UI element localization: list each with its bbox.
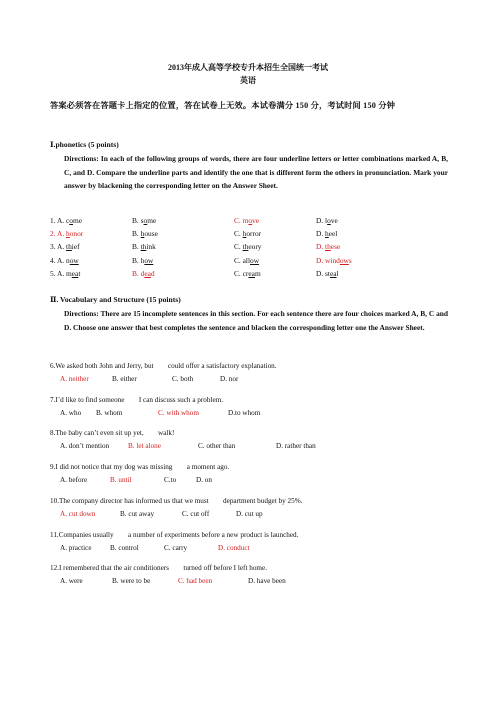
underlined-letters: o xyxy=(143,216,148,225)
phonetics-option: B. think xyxy=(132,242,156,252)
section2-heading: Ⅱ. Vocabulary and Structure (15 points) xyxy=(50,295,181,304)
phonetics-option: D. these xyxy=(316,242,341,252)
answer-option: D. conduct xyxy=(218,543,250,552)
phonetics-option: 4. A. now xyxy=(50,255,79,265)
answer-option: C. with whom xyxy=(158,408,199,417)
question-text: 10.The company director has informed us that we must department budget by 25%. xyxy=(50,496,303,505)
phonetics-option: 2. A. honor xyxy=(50,229,84,239)
answer-choices xyxy=(50,577,470,588)
exam-notice: 答案必须答在答题卡上指定的位置，答在试卷上无效。本试卷满分 150 分，考试时间 150 分钟 xyxy=(50,101,396,110)
answer-option: C. both xyxy=(172,375,194,383)
answer-choices xyxy=(50,409,470,420)
phonetics-row xyxy=(50,242,470,254)
underlined-letters: ow xyxy=(69,255,79,265)
answer-option: B. control xyxy=(110,543,139,552)
question-text: 7.I’d like to find someone I can discuss such a problem. xyxy=(50,395,224,404)
phonetics-option: C. move xyxy=(234,216,260,225)
question-text: 12.I remembered that the air conditioners turned off before I left home. xyxy=(50,564,268,573)
answer-option: A. don’t mention xyxy=(60,442,110,451)
phonetics-row xyxy=(50,269,470,281)
phonetics-row xyxy=(50,229,470,241)
underlined-letters: ea xyxy=(329,268,337,278)
phonetics-option: C. theory xyxy=(234,242,262,252)
phonetics-option: D. heel xyxy=(316,229,338,239)
phonetics-option: B. dead xyxy=(132,268,155,278)
answer-option: C. had been xyxy=(178,577,213,586)
underlined-letters: th xyxy=(242,242,249,252)
answer-option: D. cut up xyxy=(236,509,263,518)
underlined-letters: ow xyxy=(250,255,260,265)
answer-option: D. nor xyxy=(220,375,239,383)
answer-choices xyxy=(50,375,470,386)
underlined-letters: ea xyxy=(71,268,79,278)
answer-option: B. whom xyxy=(96,408,123,417)
answer-option: D.to whom xyxy=(228,408,261,417)
underlined-letters: o xyxy=(69,216,73,225)
phonetics-option: B. some xyxy=(132,216,157,225)
section1-directions-text: Directions: In each of the following groups of words, there are four underline letters or letter combinations marked A, B, C, and D. Compare the underline parts and identify the one that is different form the others in pronunciation. Mark your answer by blackening the corresponding letter on the Answer Sheet. xyxy=(64,154,448,191)
answer-option: B. cut away xyxy=(120,509,155,518)
question-text: 9.I did not notice that my dog was missing a moment ago. xyxy=(50,463,230,472)
answer-choices xyxy=(50,476,470,487)
phonetics-option: B. how xyxy=(132,255,154,265)
underlined-letters: ow xyxy=(144,255,154,265)
phonetics-option: C. allow xyxy=(234,255,260,265)
underlined-letters: h xyxy=(242,229,247,239)
phonetics-option: 1. A. come xyxy=(50,216,83,225)
underlined-letters: o xyxy=(248,216,253,225)
section2-directions xyxy=(50,307,448,334)
question-text: 11.Companies usually a number of experiments before a new product is launched. xyxy=(50,530,299,539)
answer-option: A. cut down xyxy=(60,509,96,518)
answer-option: A. were xyxy=(60,577,83,586)
phonetics-option: B. house xyxy=(132,229,158,239)
phonetics-row xyxy=(50,256,470,268)
answer-option: C.to xyxy=(164,476,177,485)
underlined-letters: th xyxy=(325,242,331,252)
answer-choices xyxy=(50,544,470,555)
phonetics-option: D. steal xyxy=(316,268,339,278)
question-text: 8.The baby can’t even sit up yet, walk! xyxy=(50,429,175,438)
answer-option: D. on xyxy=(196,476,212,485)
underlined-letters: ea xyxy=(248,268,255,278)
answer-option: B. either xyxy=(112,375,137,383)
section1-heading: Ⅰ.phonetics (5 points) xyxy=(50,140,119,149)
section1-directions xyxy=(50,152,448,193)
phonetics-option: 3. A. thief xyxy=(50,242,80,252)
phonetics-option: 5. A. meat xyxy=(50,268,81,278)
exam-subtitle: 英语 xyxy=(240,76,256,85)
answer-option: A. before xyxy=(60,476,88,485)
phonetics-option: C. cream xyxy=(234,268,261,278)
underlined-letters: ea xyxy=(144,268,151,278)
answer-choices xyxy=(50,510,470,521)
underlined-letters: ow xyxy=(339,255,349,265)
answer-option: C. other than xyxy=(198,442,236,451)
phonetics-option: C. horror xyxy=(234,229,262,239)
answer-option: A. who xyxy=(60,408,82,417)
underlined-letters: th xyxy=(66,242,72,252)
phonetics-option: D. windows xyxy=(316,255,352,265)
answer-option: D. rather than xyxy=(276,442,316,451)
underlined-letters: h xyxy=(66,229,70,239)
answer-option: D. have been xyxy=(248,577,286,586)
answer-option: A. practice xyxy=(60,543,92,552)
answer-option: C. carry xyxy=(164,543,188,552)
underlined-letters: h xyxy=(140,229,145,239)
answer-option: B. were to be xyxy=(112,577,151,586)
answer-option: A. neither xyxy=(60,375,89,383)
underlined-letters: th xyxy=(140,242,147,252)
underlined-letters: o xyxy=(327,216,331,225)
answer-choices xyxy=(50,442,470,453)
exam-title: 2013年成人高等学校专升本招生全国统一考试 xyxy=(168,63,328,72)
phonetics-option: D. love xyxy=(316,216,338,225)
answer-option: B. until xyxy=(110,476,132,485)
underlined-letters: h xyxy=(325,229,329,239)
answer-option: C. cut off xyxy=(182,509,210,518)
phonetics-row xyxy=(50,216,470,228)
answer-option: B. let alone xyxy=(128,442,161,451)
section2-directions-text: Directions: There are 15 incomplete sentences in this section. For each sentence there are four choices marked A, B, C and D. Choose one answer that best completes the sentence and blacken the corresponding letter one the Answer Sheet. xyxy=(64,309,448,332)
question-text: 6.We asked both John and Jerry, but could offer a satisfactory explanation. xyxy=(50,362,277,370)
